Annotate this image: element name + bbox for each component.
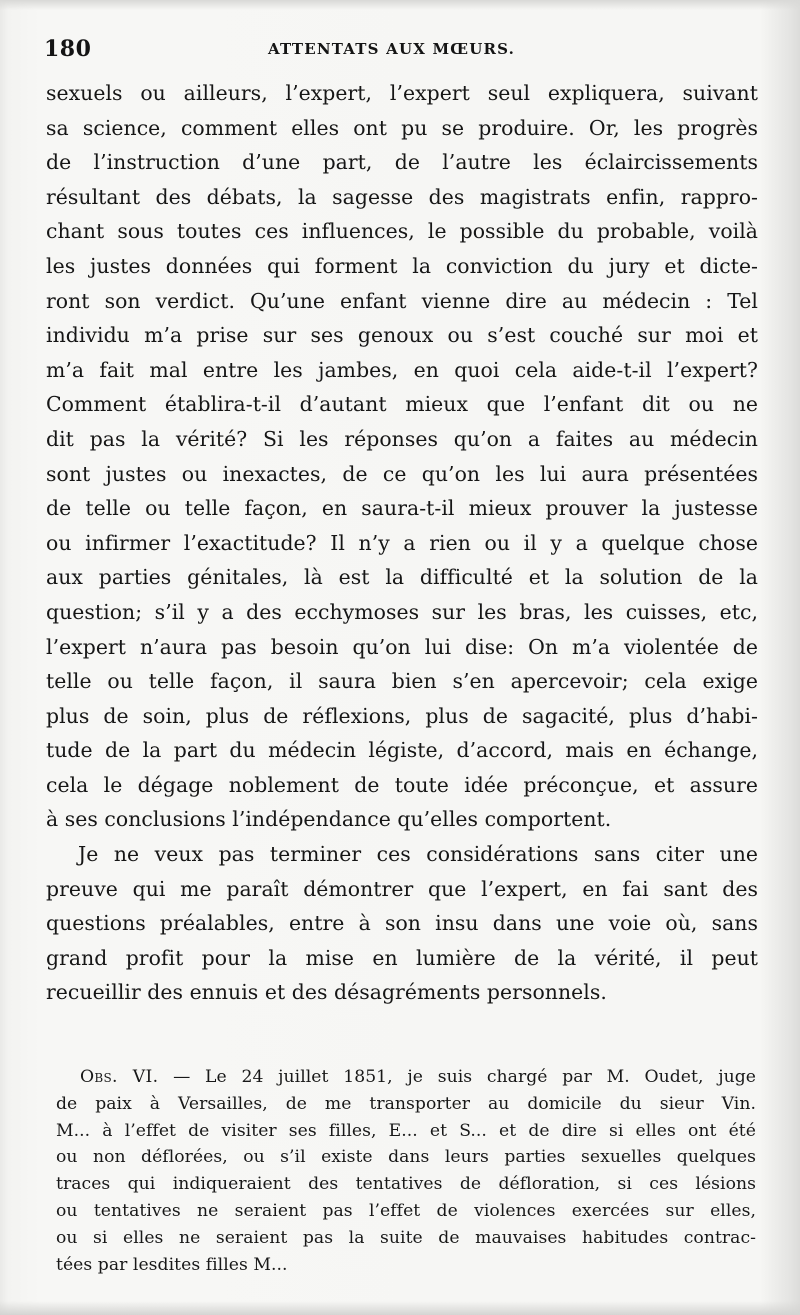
observation-line: de paix à Versailles, de me transporter au domicile du sieur Vin.: [56, 1093, 756, 1114]
text-line: dit pas la vérité? Si les réponses qu’on a faites au médecin: [46, 426, 758, 451]
scan-shadow-bottom: [0, 1301, 800, 1315]
text-line: les justes données qui forment la conviction du jury et dicte-: [46, 253, 758, 278]
text-line: l’expert n’aura pas besoin qu’on lui dise: On m’a violentée de: [46, 634, 758, 659]
text-line-paragraph-end: recueillir des ennuis et des désagréments personnels.: [46, 980, 607, 1005]
observation-line: ou si elles ne seraient pas la suite de mauvaises habitudes contrac-: [56, 1227, 756, 1248]
observation-line: ou tentatives ne seraient pas l’effet de violences exercées sur elles,: [56, 1200, 756, 1221]
scan-shadow-top: [0, 0, 800, 10]
observation-block: [56, 1064, 756, 1278]
text-line: tude de la part du médecin légiste, d’accord, mais en échange,: [46, 738, 758, 763]
text-line: chant sous toutes ces influences, le possible du probable, voilà: [46, 219, 758, 244]
running-head: ATTENTATS AUX MŒURS.: [268, 40, 516, 58]
text-line: preuve qui me paraît démontrer que l’expert, en fai sant des: [46, 876, 758, 901]
page-header: [44, 36, 764, 66]
text-line: cela le dégage noblement de toute idée préconçue, et assure: [46, 772, 758, 797]
page-number: 180: [44, 36, 92, 62]
text-line: résultant des débats, la sagesse des magistrats enfin, rappro-: [46, 184, 758, 209]
text-line: grand profit pour la mise en lumière de la vérité, il peut: [46, 945, 758, 970]
observation-first-line: [56, 1064, 756, 1091]
main-text: [46, 76, 758, 1010]
observation-line: ou non déflorées, ou s’il existe dans leurs parties sexuelles quelques: [56, 1147, 756, 1168]
text-line: plus de soin, plus de réflexions, plus de sagacité, plus d’habi-: [46, 703, 758, 728]
text-line: questions préalables, entre à son insu dans une voie où, sans: [46, 911, 758, 936]
text-line: de l’instruction d’une part, de l’autre les éclaircissements: [46, 150, 758, 175]
observation-line: M... à l’effet de visiter ses filles, E... et S... et de dire si elles ont été: [56, 1120, 756, 1141]
observation-first-line-text: — Le 24 juillet 1851, je suis chargé par M. Oudet, juge: [173, 1067, 756, 1087]
text-line-paragraph-start: Je ne veux pas terminer ces considérations sans citer une: [78, 842, 758, 867]
text-line-paragraph-end: à ses conclusions l’indépendance qu’elles comportent.: [46, 807, 612, 832]
text-line: sexuels ou ailleurs, l’expert, l’expert seul expliquera, suivant: [46, 81, 758, 105]
text-line: telle ou telle façon, il saura bien s’en apercevoir; cela exige: [46, 669, 758, 694]
text-line: individu m’a prise sur ses genoux ou s’est couché sur moi et: [46, 323, 758, 348]
text-line: ou infirmer l’exactitude? Il n’y a rien ou il y a quelque chose: [46, 530, 758, 555]
observation-label: Obs. VI.: [80, 1067, 159, 1087]
text-line: sa science, comment elles ont pu se produire. Or, les progrès: [46, 115, 758, 140]
text-line: sont justes ou inexactes, de ce qu’on les lui aura présentées: [46, 461, 758, 486]
text-line: m’a fait mal entre les jambes, en quoi cela aide-t-il l’expert?: [46, 357, 758, 382]
text-line: de telle ou telle façon, en saura-t-il mieux prouver la justesse: [46, 496, 758, 521]
text-line: question; s’il y a des ecchymoses sur les bras, les cuisses, etc,: [46, 599, 758, 624]
observation-line: traces qui indiqueraient des tentatives de défloration, si ces lésions: [56, 1174, 756, 1195]
text-line: Comment établira-t-il d’autant mieux que l’enfant dit ou ne: [46, 392, 758, 417]
text-line: aux parties génitales, là est la difficulté et la solution de la: [46, 565, 758, 590]
observation-line: tées par lesdites filles M...: [56, 1254, 288, 1275]
text-line: ront son verdict. Qu’une enfant vienne dire au médecin : Tel: [46, 288, 758, 313]
